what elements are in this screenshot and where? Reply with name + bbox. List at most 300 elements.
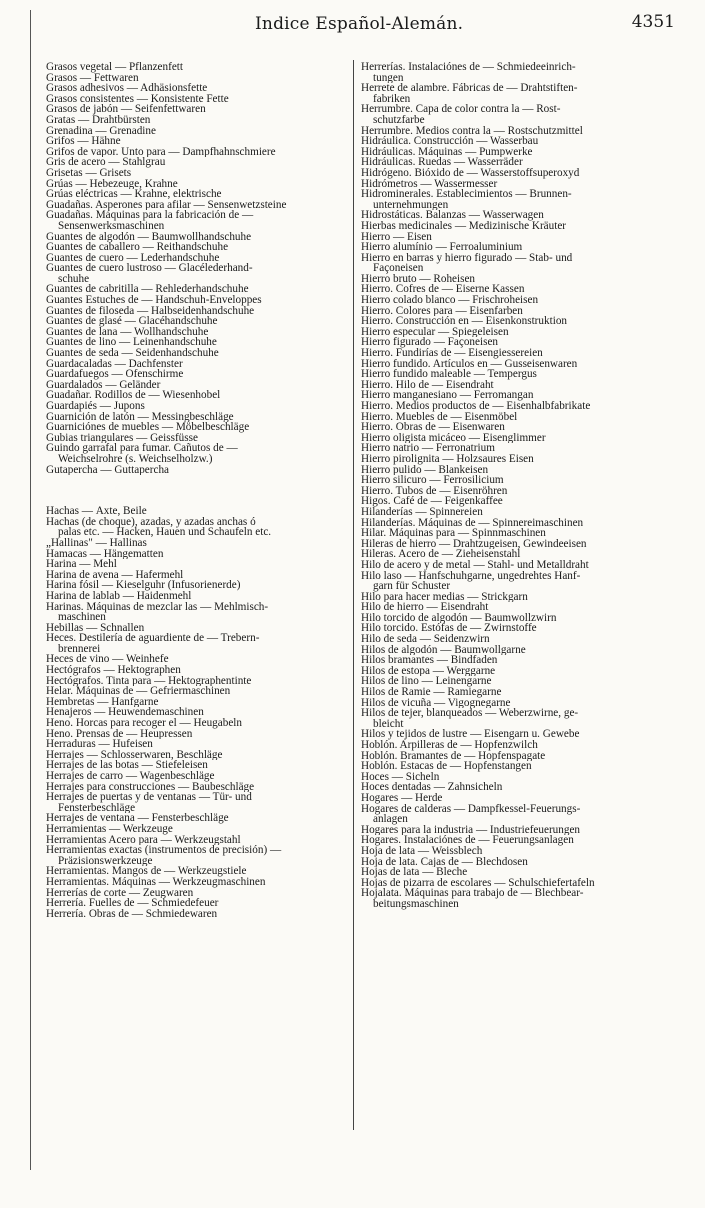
index-entry-text: Hidrógeno. Bióxido de — Wasserstoffsuperoxyd [361,167,580,179]
index-entry-text: Herrajes de las botas — Stiefeleisen [46,760,208,771]
index-entry [46,686,346,697]
index-entry [46,380,346,391]
index-entry-text: Hilo de acero y de metal — Stahl- und Metalldraht [361,559,589,571]
index-entry [46,559,346,570]
index-entry [361,475,661,486]
index-entry [361,772,661,783]
index-entry-continuation: Fensterbeschläge [58,801,136,814]
index-entry-text: Gratas — Drahtbürsten [46,114,151,126]
index-entry [361,793,661,804]
index-entry [361,369,661,380]
index-entry [361,306,661,317]
index-entry-continuation: schutzfarbe [373,113,425,126]
index-entry [46,697,346,708]
index-entry-text: Guantes Estuches de — Handschuh-Enveloppes [46,295,262,306]
index-entry-text: Harinas. Máquinas de mezclar las — Mehlmisch- [46,601,269,613]
index-entry [46,877,346,888]
index-entry [361,571,661,592]
index-entry [361,253,661,274]
index-entry-text: Hogares de calderas — Dampfkessel-Feuerungs- [361,803,581,815]
index-entry [46,623,346,634]
index-entry-text: Grasos consistentes — Konsistente Fette [46,93,229,105]
index-entry [46,232,346,243]
index-entry-text: Hidrostáticas. Balanzas — Wasserwagen [361,210,544,221]
index-entry [361,232,661,243]
index-entry [46,390,346,401]
index-entry [46,242,346,253]
index-entry [361,729,661,740]
index-entry-text: Guardafuegos — Ofenschirme [46,369,184,380]
index-entry-text: Grifos de vapor. Unto para — Dampfhahnschmiere [46,146,276,158]
section-spacer [46,475,346,506]
index-entry [361,751,661,762]
index-entry-text: Hilo torcido. Estófas de — Zwirnstoffe [361,623,537,635]
index-entry-text: Hilar. Máquinas para — Spinnmaschinen [361,528,546,539]
index-entry [46,136,346,147]
index-entry [361,380,661,391]
index-entry [46,602,346,623]
index-entry-text: Hamacas — Hängematten [46,548,164,560]
index-entry-text: Hoces — Sicheln [361,771,440,783]
index-entry-continuation: schuhe [58,272,90,285]
index-entry [361,666,661,677]
index-entry [46,104,346,115]
index-entry [361,284,661,295]
index-entry-text: Gris de acero — Stahlgrau [46,157,166,168]
index-entry-text: Grúas — Hebezeuge, Krahne [46,178,178,190]
index-entry [46,316,346,327]
page-header [0,14,705,36]
index-entry [46,306,346,317]
index-entry [361,454,661,465]
index-entry [361,496,661,507]
index-entry-continuation: brennerei [58,642,101,655]
index-entry-text: Hierro. Tubos de — Eisenröhren [361,485,508,497]
index-entry-text: Grisetas — Grisets [46,167,132,179]
index-entry-continuation: palas etc. — Hacken, Hauen und Schaufeln etc. [58,526,272,538]
index-entry-text: Hoja de lata. Cajas de — Blechdosen [361,856,528,868]
index-entry-text: Guindo garrafal para fumar. Cañutos de — [46,443,238,455]
index-entry [361,401,661,412]
index-entry-continuation: anlagen [373,813,408,825]
index-column-left [46,62,346,919]
index-entry [46,422,346,433]
index-entry [361,687,661,698]
index-entry-text: Heces de vino — Weinhefe [46,654,169,666]
index-entry-text: Herrumbre. Medios contra la — Rostschutzmittel [361,125,583,137]
index-entry [361,62,661,83]
index-entry [361,846,661,857]
index-entry [361,507,661,518]
index-entry [361,147,661,158]
index-entry-text: Hidrominerales. Establecimientos — Brunnen- [361,189,572,201]
index-entry [46,707,346,718]
index-entry-text: Heno. Horcas para recoger el — Heugabeln [46,718,242,729]
index-entry [46,359,346,370]
index-entry [46,760,346,771]
index-entry-text: Hilos bramantes — Bindfaden [361,655,498,666]
index-entry [46,538,346,549]
index-entry-text: Hembretas — Hanfgarne [46,696,159,708]
index-column-right [361,62,661,910]
index-entry-text: Hoces dentadas — Zahnsicheln [361,782,503,793]
index-entry [361,295,661,306]
index-entry [361,179,661,190]
index-entry [361,888,661,909]
index-entry-text: Hidráulica. Construcción — Wasserbau [361,136,539,147]
index-entry-text: Hierro. Construcción en — Eisenkonstruktion [361,316,568,327]
index-entry [46,506,346,517]
index-entry-text: Hilos de lino — Leinengarne [361,676,492,688]
index-entry-continuation: tungen [373,71,404,84]
index-entry-text: Harina de avena — Hafermehl [46,569,184,581]
index-entry [46,147,346,158]
index-entry-text: Hierro. Medios productos de — Eisenhalbfabrikate [361,401,591,412]
index-entry-text: Herrajes de ventana — Fensterbeschläge [46,813,229,824]
index-entry [46,253,346,264]
index-entry [361,560,661,571]
index-entry-text: Hierro fundido. Artículos en — Gusseisenwaren [361,358,578,370]
index-entry-text: Hebillas — Schnallen [46,622,145,634]
index-entry-text: Herrumbre. Capa de color contra la — Rost- [361,104,561,116]
index-entry-text: Guardacaladas — Dachfenster [46,358,183,370]
index-entry [46,782,346,793]
index-entry-text: Hilos de estopa — Werggarne [361,665,496,677]
index-entry-text: Guarnición de latón — Messingbeschläge [46,411,234,423]
index-entry-text: Hierro oligista micáceo — Eisenglimmer [361,432,546,444]
index-entry-text: Hierro alumínio — Ferroaluminium [361,242,523,253]
index-entry-text: Grasos de jabón — Seifenfettwaren [46,104,206,115]
index-entry [46,348,346,359]
index-entry [46,580,346,591]
index-entry-text: Herrerías de corte — Zeugwaren [46,887,194,899]
index-entry [361,316,661,327]
index-entry-text: Guantes de cabritilla — Rehlederhandschuhe [46,284,249,296]
index-entry-text: Guarniciónes de muebles — Möbelbeschläge [46,422,250,433]
index-entry [361,126,661,137]
index-entry-text: Guantes de cuero — Lederhandschuhe [46,252,220,264]
index-entry [46,200,346,211]
index-entry-text: Guantes de algodón — Baumwollhandschuhe [46,231,252,243]
index-entry [46,633,346,654]
index-entry [361,359,661,370]
index-entry-text: Hilos de Ramie — Ramiegarne [361,687,502,698]
index-entry-text: Hierro manganesiano — Ferromangan [361,390,534,401]
index-entry [361,168,661,179]
index-entry-text: Hilos y tejidos de lustre — Eisengarn u. Gewebe [361,729,580,740]
index-entry [361,465,661,476]
index-entry-text: Guardalados — Geländer [46,379,161,391]
index-entry-text: Hilo de seda — Seidenzwirn [361,634,490,645]
index-entry-continuation: Weichselrohre (s. Weichselholzw.) [58,452,213,465]
index-entry-text: Hilo torcido de algodón — Baumwollzwirn [361,612,557,624]
index-entry [361,623,661,634]
index-entry-text: Helar. Máquinas de — Gefriermaschinen [46,686,231,697]
index-entry-text: Hierro pirolignita — Holzsaures Eisen [361,453,534,465]
index-entry [361,518,661,529]
index-entry-text: Guantes de glasé — Glacéhandschuhe [46,316,218,327]
index-entry [361,486,661,497]
index-entry-text: Gubias triangulares — Geissfüsse [46,432,198,444]
index-entry-text: Henajeros — Heuwendemaschinen [46,707,204,719]
index-entry-text: Hoblón. Estacas de — Hopfenstangen [361,761,532,772]
index-entry [46,62,346,73]
index-entry [361,835,661,846]
index-entry-text: Hojas de pizarra de escolares — Schulschiefertafeln [361,877,595,889]
index-entry-text: Guantes de seda — Seidenhandschuhe [46,348,219,359]
index-entry [361,390,661,401]
index-entry-text: Hilanderías. Máquinas de — Spinnereimaschinen [361,517,584,529]
index-entry-text: Hilo de hierro — Eisendraht [361,602,489,613]
index-entry [361,157,661,168]
index-entry [46,284,346,295]
index-entry [46,168,346,179]
index-entry-text: Hidráulicas. Ruedas — Wasserräder [361,157,523,168]
index-entry-text: Herrería. Fuelles de — Schmiedefeuer [46,898,219,909]
index-entry [361,655,661,666]
index-entry-text: Hierro natrio — Ferronatrium [361,443,495,454]
index-entry-text: Guantes de lino — Leinenhandschuhe [46,337,217,349]
index-entry [361,136,661,147]
index-entry-text: Herramientas. Máquinas — Werkzeugmaschinen [46,876,266,888]
index-entry-text: Hierro silicuro — Ferrosilicium [361,475,504,486]
index-entry [361,825,661,836]
index-entry-text: Hojas de lata — Bleche [361,867,468,878]
index-entry-text: Harina — Mehl [46,559,117,570]
index-entry-continuation: Sensenwerksmaschinen [58,219,165,232]
index-entry-text: Grifos — Hähne [46,136,121,147]
index-entry [46,792,346,813]
index-entry-text: Hectógrafos — Hektographen [46,665,181,676]
index-entry [46,750,346,761]
index-entry [46,739,346,750]
index-entry [46,888,346,899]
index-entry-text: Grasos — Fettwaren [46,72,139,84]
index-entry-text: Hilos de vicuña — Vigognegarne [361,697,511,709]
index-entry [46,401,346,412]
index-entry-text: Guantes de filoseda — Halbseidenhandschuhe [46,305,255,317]
index-entry [361,189,661,210]
index-entry-text: Hoblón. Bramantes de — Hopfenspagate [361,750,546,762]
index-entry-continuation: Façoneisen [373,262,424,274]
index-entry [361,782,661,793]
index-entry-text: Hierro. Hilo de — Eisendraht [361,379,494,391]
index-entry-text: Guadañar. Rodillos de — Wiesenhobel [46,390,221,401]
index-entry-text: Hoblón. Arpilleras de — Hopfenzwilch [361,740,538,751]
index-entry-text: Hierro. Muebles de — Eisenmöbel [361,411,518,423]
index-entry [46,433,346,444]
index-entry [361,443,661,454]
index-entry-text: Herramientas exactas (instrumentos de precisión) — [46,845,282,857]
index-entry [46,83,346,94]
index-entry [361,242,661,253]
index-entry-text: Heces. Destilería de aguardiente de — Trebern- [46,633,260,645]
index-entry-text: Hierro bruto — Roheisen [361,273,476,285]
index-entry-text: Hileras. Acero de — Zieheisenstahl [361,549,521,560]
index-entry-continuation: unternehmungen [373,198,449,211]
index-entry [46,729,346,740]
index-entry-text: Herrería. Obras de — Schmiedewaren [46,908,218,920]
index-entry-text: Guantes de caballero — Reithandschuhe [46,242,229,253]
index-entry [46,412,346,423]
index-entry-text: Herrete de alambre. Fábricas de — Drahtstiften- [361,83,578,95]
index-entry [46,824,346,835]
index-entry [361,221,661,232]
index-entry-text: Hoja de lata — Weissblech [361,845,483,857]
index-entry [46,73,346,84]
index-entry-text: Hierro pulido — Blankeisen [361,464,489,476]
index-entry [361,549,661,560]
index-entry-text: Guantes de lana — Wollhandschuhe [46,326,209,338]
index-entry [46,549,346,560]
index-entry [361,676,661,687]
index-entry [46,718,346,729]
index-entry-text: Hogares — Herde [361,792,443,804]
page-title: Indice Español-Alemán. [255,14,464,34]
margin-rule [30,10,31,1170]
index-entry-text: Hachas (de choque), azadas, y azadas anchas ó [46,516,256,528]
index-entry [361,539,661,550]
index-entry-continuation: bleicht [373,717,404,730]
index-entry [361,412,661,423]
index-entry [361,104,661,125]
index-entry [46,337,346,348]
index-entry-text: Herraduras — Hufeisen [46,739,153,750]
index-entry-continuation: beitungsmaschinen [373,897,459,910]
index-entry [361,528,661,539]
index-entry [46,327,346,338]
index-entry [46,570,346,581]
index-entry [361,348,661,359]
column-divider [353,60,354,1130]
index-entry-text: Herramientas Acero para — Werkzeugstahl [46,834,241,846]
index-entry-text: Guadañas. Máquinas para la fabricación de — [46,210,254,222]
index-entry-text: Hilo para hacer medias — Strickgarn [361,591,528,603]
index-entry-text: Herrerías. Instalaciónes de — Schmiedeeinrich- [361,62,576,73]
index-entry [46,443,346,464]
index-entry-continuation: maschinen [58,611,106,623]
index-entry [46,263,346,284]
index-entry-text: Hierro figurado — Façoneisen [361,337,499,349]
index-entry-text: Hojalata. Máquinas para trabajo de — Blechbear- [361,888,584,900]
index-entry [361,613,661,624]
index-entry-text: Guadañas. Asperones para afilar — Sensenwetzsteine [46,199,287,211]
index-entry [361,274,661,285]
index-entry [361,708,661,729]
index-entry [361,634,661,645]
index-entry-text: Guantes de cuero lustroso — Glacélederhand- [46,263,253,275]
index-entry [361,878,661,889]
index-entry [361,83,661,104]
index-entry-continuation: garn für Schuster [373,580,451,592]
index-entry [361,210,661,221]
index-entry [46,210,346,231]
index-entry [46,676,346,687]
index-entry [46,909,346,920]
index-entry [361,645,661,656]
index-entry [46,591,346,602]
index-entry-text: Hierro especular — Spiegeleisen [361,326,509,338]
index-entry [361,602,661,613]
index-entry-text: Hogares. Instalaciónes de — Feuerungsanlagen [361,835,574,846]
index-entry-text: Gutapercha — Guttapercha [46,464,170,476]
index-entry-text: Guardapiés — Jupons [46,401,145,412]
index-entry [361,857,661,868]
index-entry [46,189,346,200]
index-entry-text: Herrajes de puertas y de ventanas — Tür- und [46,792,252,804]
index-entry [361,867,661,878]
index-entry-text: Hilos de algodón — Baumwollgarne [361,644,526,656]
index-entry-text: Hilanderías — Spinnereien [361,506,483,518]
index-entry-text: Hierro. Cofres de — Eiserne Kassen [361,284,525,296]
index-entry [361,698,661,709]
index-entry-text: Herramientas. Mangos de — Werkzeugstiele [46,866,247,877]
index-entry [46,898,346,909]
index-entry-text: Hierro colado blanco — Frischroheisen [361,295,539,306]
index-entry-text: Hilos de tejer, blanqueados — Weberzwirne, ge- [361,708,579,720]
index-entry [46,866,346,877]
index-entry [361,433,661,444]
index-entry [361,337,661,348]
index-entry-text: Grasos vegetal — Pflanzenfett [46,62,183,73]
index-entry-text: Herrajes para construcciones — Baubeschläge [46,781,255,793]
index-entry-text: Grúas eléctricas — Krahne, elektrische [46,189,222,200]
index-entry-text: Hierro. Colores para — Eisenfarben [361,305,523,317]
index-entry [46,126,346,137]
index-entry-continuation: Präzisionswerkzeuge [58,854,153,867]
index-entry [361,804,661,825]
index-entry-text: Grasos adhesivos — Adhäsionsfette [46,83,208,94]
index-entry [46,94,346,105]
index-entry [46,465,346,476]
index-entry [46,157,346,168]
index-entry-text: Hierro fundido maleable — Tempergus [361,369,537,380]
index-entry [46,517,346,538]
index-entry-text: Hogares para la industria — Industriefeuerungen [361,824,581,836]
index-entry-text: Grenadina — Grenadine [46,125,156,137]
index-entry [46,369,346,380]
index-entry-text: Herramientas — Werkzeuge [46,823,173,835]
index-entry [46,665,346,676]
index-entry-text: Hilo laso — Hanfschuhgarne, ungedrehtes Hanf- [361,570,581,582]
index-entry-text: Hierro. Obras de — Eisenwaren [361,422,505,433]
index-entry [46,813,346,824]
index-entry [361,740,661,751]
index-entry-text: Hidrómetros — Wassermesser [361,178,498,190]
index-entry [46,845,346,866]
index-entry-text: Higos. Café de — Feigenkaffee [361,496,503,507]
index-entry-text: Hachas — Äxte, Beile [46,506,147,517]
index-entry [46,835,346,846]
index-entry [361,327,661,338]
index-entry-text: Herrajes de carro — Wagenbeschläge [46,771,215,782]
index-entry-text: Hierro — Eisen [361,231,432,243]
index-entry [46,771,346,782]
index-entry-text: Harina fósil — Kieselguhr (Infusorienerde) [46,580,241,591]
index-entry-text: Hileras de hierro — Drahtzugeisen, Gewindeeisen [361,538,587,550]
index-entry [46,115,346,126]
index-entry-text: Hierro. Fundirías de — Eisengiessereien [361,348,543,359]
index-entry-text: Heno. Prensas de — Heupressen [46,728,193,740]
index-entry-text: Harina de lablab — Haidenmehl [46,590,192,602]
index-entry [46,654,346,665]
index-entry-text: Hectógrafos. Tinta para — Hektographentinte [46,675,252,687]
index-entry-text: „Hallinas" — Hallinas [46,537,147,549]
index-entry-text: Hierro en barras y hierro figurado — Stab- und [361,252,573,264]
index-entry-text: Herrajes — Schlosserwaren, Beschläge [46,749,223,761]
index-entry-text: Hidráulicas. Máquinas — Pumpwerke [361,146,533,158]
index-entry-text: Hierbas medicinales — Medizinische Kräuter [361,220,567,232]
